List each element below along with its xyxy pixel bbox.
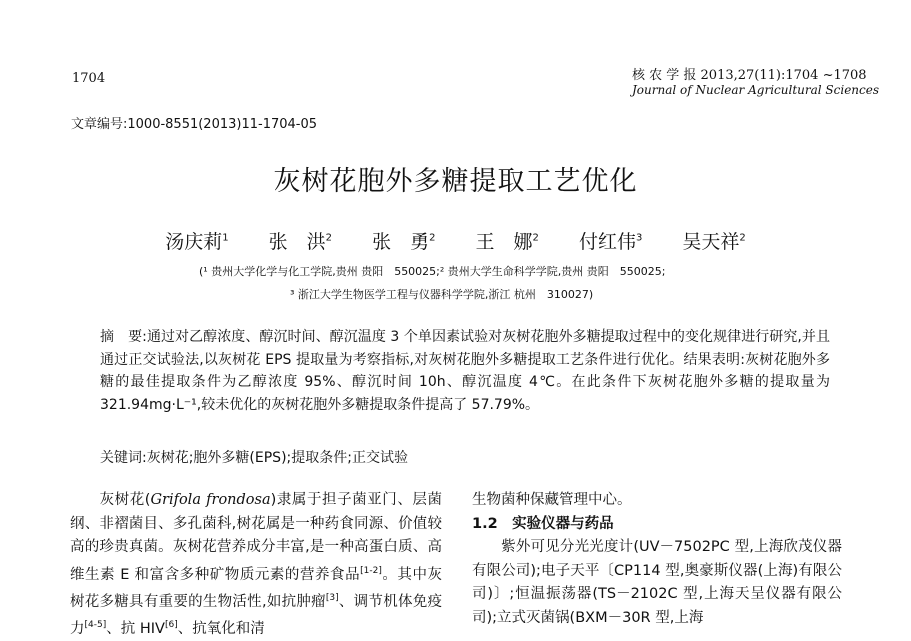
journal-name-en: Journal of Nuclear Agricultural Sciences bbox=[632, 83, 880, 97]
author-name: 张 勇$^2$ bbox=[372, 231, 436, 253]
author-name: 王 娜$^2$ bbox=[475, 231, 539, 253]
author-list bbox=[0, 227, 911, 254]
latin-name: Grifola frondosa bbox=[150, 492, 271, 508]
paragraph: 紫外可见分光光度计(UV－7502PC 型,上海欣茂仪器有限公司);电子天平〔CP114 型,奥豪斯仪器(上海)有限公司)〕;恒温振荡器(TS－2102C 型,上海天呈仪器有限公司);立式灭菌锅(BXM－30R 型,上海 bbox=[472, 539, 842, 626]
abstract bbox=[100, 326, 830, 416]
section-heading: 1.2 实验仪器与药品 bbox=[472, 515, 614, 532]
article-id: 文章编号:1000-8551(2013)11-1704-05 bbox=[71, 117, 318, 132]
journal-name-cn: 核 农 学 报 2013,27(11):1704 ~1708 bbox=[632, 68, 867, 83]
keywords-label: 关键词: bbox=[100, 450, 147, 466]
affiliation-line: (¹ 贵州大学化学与化工学院,贵州 贵阳 550025;² 贵州大学生命科学学院,贵州 贵阳 550025; bbox=[199, 265, 666, 278]
page-number: 1704 bbox=[72, 71, 106, 86]
citation[interactable]: [4-5] bbox=[84, 620, 107, 631]
author-name: 吴天祥$^2$ bbox=[682, 231, 746, 253]
paragraph: 生物菌种保藏管理中心。 bbox=[472, 492, 632, 508]
author-name: 张 洪$^2$ bbox=[268, 231, 333, 253]
paper-title: 灰树花胞外多糖提取工艺优化 bbox=[273, 166, 638, 197]
abstract-text: 通过对乙醇浓度、醇沉时间、醇沉温度 3 个单因素试验对灰树花胞外多糖提取过程中的变化规律进行研究,并且通过正交试验法,以灰树花 EPS 提取量为考察指标,对灰树花胞外多糖提取工艺条件进行优化。结果表明:灰树花胞外多糖的最佳提取条件为乙醇浓度 95%、醇沉时间 10h、醇沉温度 4℃。在此条件下灰树花胞外多糖的提取量为 321.94mg·L⁻¹,较未优化的灰树花胞外多糖提取条件提高了 57.79%。 bbox=[100, 329, 830, 413]
keywords bbox=[100, 447, 830, 470]
affiliation-line: ³ 浙江大学生物医学工程与仪器科学学院,浙江 杭州 310027) bbox=[290, 288, 594, 301]
body-left-column: 灰树花(Grifola frondosa)隶属于担子菌亚门、层菌纲、非褶菌目、多孔菌科,树花属是一种药食同源、价值较高的珍贵真菌。灰树花营养成分丰富,是一种高蛋白质、高维生素 E 和富含多种矿物质元素的营养食品[1-2]。其中灰树花多糖具有重要的生物活性,如抗肿瘤[3]、调节机体免疫力[4-5]、抗 HIV[6]、抗氧化和清 bbox=[70, 492, 442, 637]
author-name: 汤庆莉$^1$ bbox=[165, 231, 229, 253]
citation[interactable]: [3] bbox=[325, 592, 339, 603]
citation[interactable]: [6] bbox=[164, 620, 178, 631]
body-right-column bbox=[472, 489, 842, 630]
author-name: 付红伟$^3$ bbox=[578, 231, 643, 253]
keywords-text: 灰树花;胞外多糖(EPS);提取条件;正交试验 bbox=[146, 450, 408, 466]
abstract-label: 摘 要: bbox=[100, 329, 147, 345]
citation[interactable]: [1-2] bbox=[360, 565, 382, 576]
